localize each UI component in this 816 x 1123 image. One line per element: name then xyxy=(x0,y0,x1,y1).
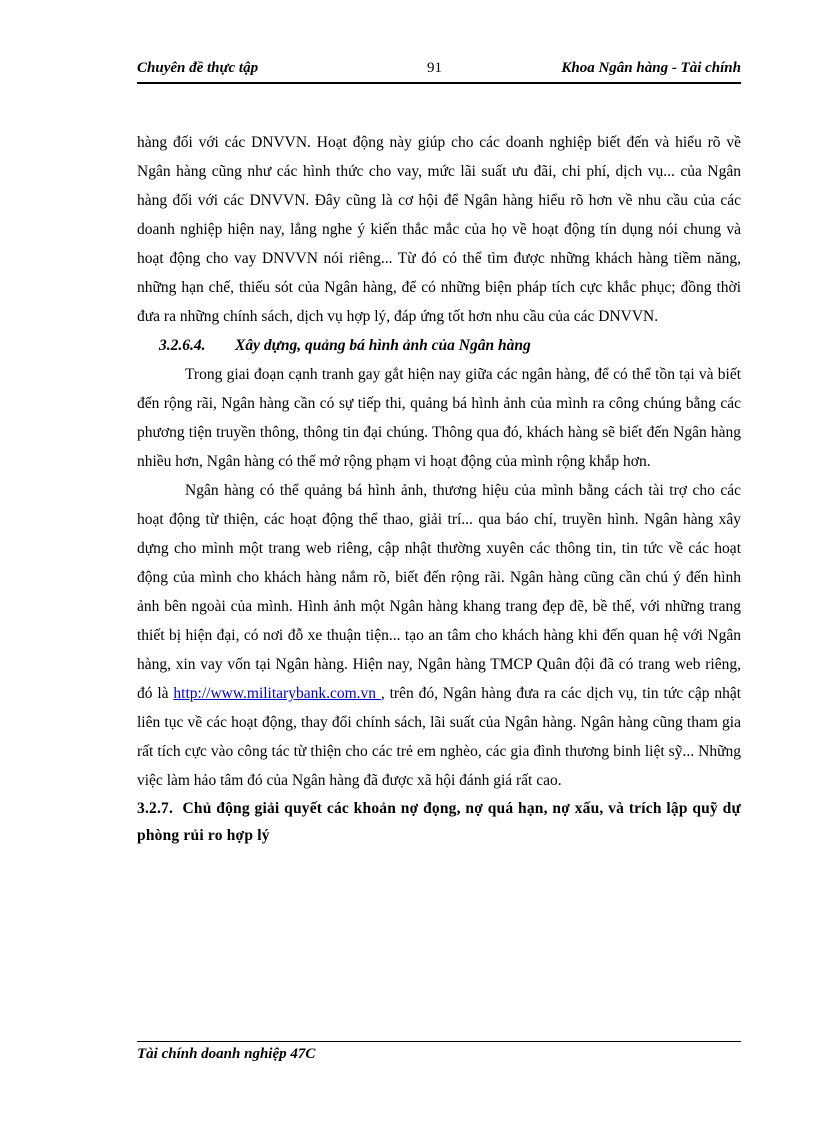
paragraph-3 xyxy=(137,476,741,795)
subsection-heading xyxy=(137,331,741,360)
paragraph-2: Trong giai đoạn cạnh tranh gay gắt hiện nay giữa các ngân hàng, để có thể tồn tại và biết đến rộng rãi, Ngân hàng cần có sự tiếp thi, quảng bá hình ảnh của mình ra công chúng bằng các phương tiện truyền thông, thông tin đại chúng. Thông qua đó, khách hàng sẽ biết đến Ngân hàng nhiều hơn, Ngân hàng có thể mở rộng phạm vi hoạt động của mình rộng khắp hơn. xyxy=(137,366,741,470)
page-header xyxy=(137,60,741,84)
header-department: Khoa Ngân hàng - Tài chính xyxy=(561,60,741,76)
subsection-number: 3.2.6.4. xyxy=(159,337,206,354)
page-footer: Tài chính doanh nghiệp 47C xyxy=(137,1041,741,1063)
section-number: 3.2.7. xyxy=(137,800,174,817)
paragraph-3-part-1: Ngân hàng có thể quảng bá hình ảnh, thương hiệu của mình bằng cách tài trợ cho các hoạt động từ thiện, các hoạt động thể thao, giải trí... qua báo chí, truyền hình. Ngân hàng xây dựng cho mình một trang web riêng, cập nhật thường xuyên các thông tin, tin tức về các hoạt động của mình cho khách hàng nắm rõ, biết đến rộng rãi. Ngân hàng cũng cần chú ý đến hình ảnh bên ngoài của mình. Hình ảnh một Ngân hàng khang trang đẹp đẽ, bề thế, với những trang thiết bị hiện đại, có nơi đỗ xe thuận tiện... tạo an tâm cho khách hàng khi đến quan hệ với Ngân hàng, xin vay vốn tại Ngân hàng. Hiện nay, Ngân hàng TMCP Quân đội đã có trang web riêng, đó là xyxy=(137,482,741,702)
website-link[interactable]: http://www.militarybank.com.vn xyxy=(173,685,381,702)
page-body xyxy=(137,128,741,849)
page-number: 91 xyxy=(427,60,442,76)
paragraph-3-part-2: , trên đó, Ngân hàng đưa ra các dịch vụ, tin tức cập nhật liên tục về các hoạt động, thay đổi chính sách, lãi suất của Ngân hàng. Ngân hàng cũng tham gia rất tích cực vào công tác từ thiện cho các trẻ em nghèo, các gia đình thương binh liệt sỹ... Những việc làm hảo tâm đó của Ngân hàng đã được xã hội đánh giá rất cao. xyxy=(137,685,742,789)
subsection-title: Xây dựng, quảng bá hình ảnh của Ngân hàng xyxy=(235,337,531,354)
header-title: Chuyên đề thực tập xyxy=(137,60,259,76)
section-title: Chủ động giải quyết các khoản nợ đọng, nợ quá hạn, nợ xấu, và trích lập quỹ dự phòng rủi ro hợp lý xyxy=(137,800,741,844)
paragraph-1: hàng đối với các DNVVN. Hoạt động này giúp cho các doanh nghiệp biết đến và hiểu rõ về Ngân hàng cũng như các hình thức cho vay, mức lãi suất ưu đãi, chi phí, dịch vụ... của Ngân hàng đối với các DNVVN. Đây cũng là cơ hội để Ngân hàng hiểu rõ hơn về nhu cầu của các doanh nghiệp hiện nay, lắng nghe ý kiến thắc mắc của họ về hoạt động tín dụng nói chung và hoạt động cho vay DNVVN nói riêng... Từ đó có thể tìm được những khách hàng tiềm năng, những hạn chế, thiếu sót của Ngân hàng, để có những biện pháp tích cực khắc phục; đồng thời đưa ra những chính sách, dịch vụ hợp lý, đáp ứng tốt hơn nhu cầu của các DNVVN. xyxy=(137,134,741,325)
section-heading xyxy=(137,795,741,849)
